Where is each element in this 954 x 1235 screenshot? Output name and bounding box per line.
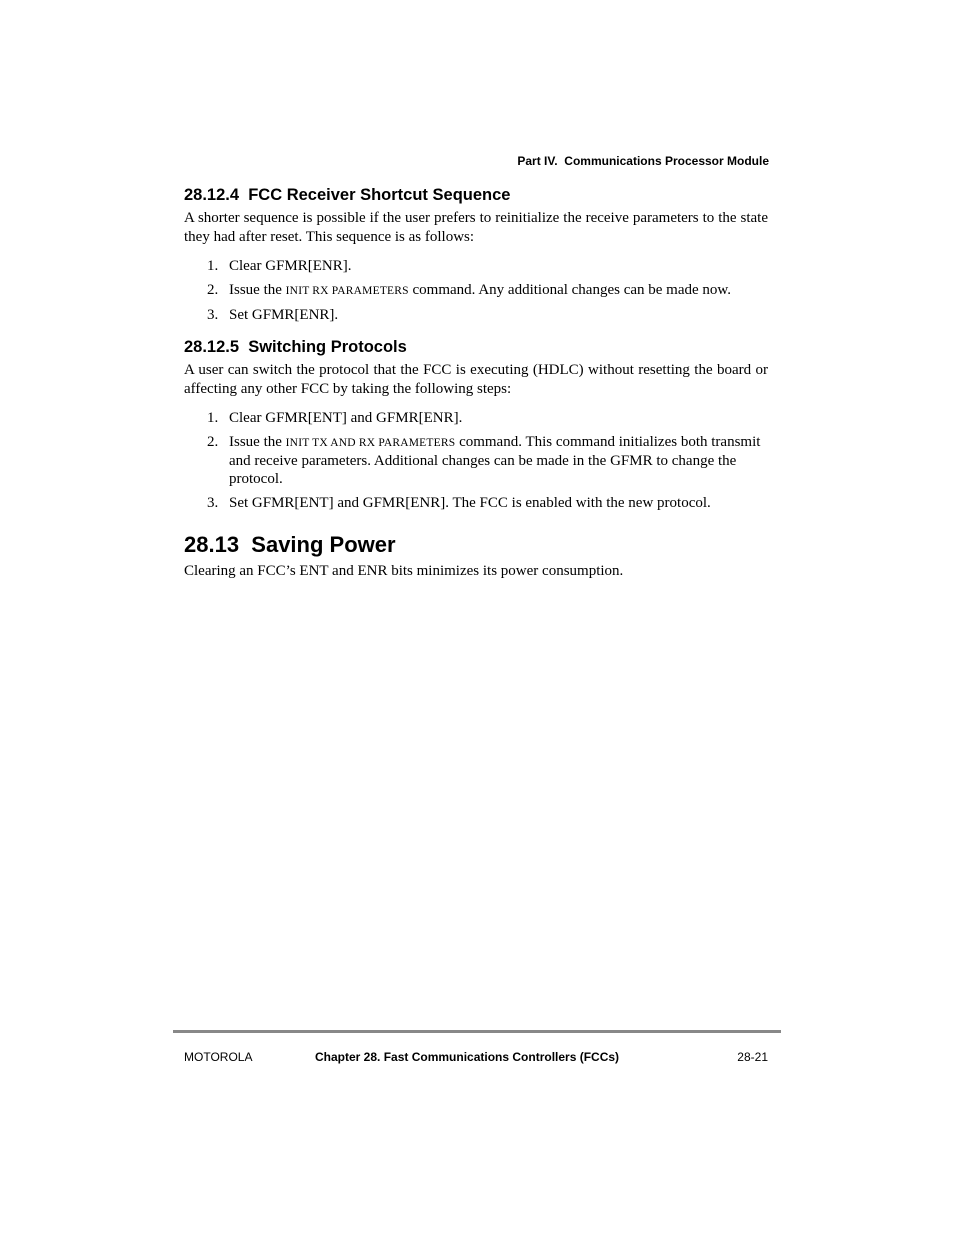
step-number: 3.	[207, 307, 219, 323]
footer-company: MOTOROLA	[184, 1050, 253, 1064]
step-text: Set GFMR[ENR].	[229, 307, 339, 323]
list-item	[184, 433, 768, 488]
paragraph-receiver-shortcut-intro: A shorter sequence is possible if the user prefers to reinitialize the receive parameters to the state they had after reset. This sequence is as follows:	[184, 210, 768, 245]
step-list-switching-protocols	[184, 409, 768, 512]
step-text-pre: Issue the	[229, 282, 286, 298]
footer-rule	[173, 1030, 781, 1033]
page-content	[184, 184, 768, 581]
step-number: 1.	[207, 258, 219, 274]
step-number: 1.	[207, 410, 219, 426]
command-name: INIT RX PARAMETERS	[285, 285, 409, 297]
section-heading-receiver-shortcut: 28.12.4 FCC Receiver Shortcut Sequence	[184, 186, 511, 204]
list-item	[184, 409, 768, 427]
step-text-post: command. This command initializes both transmit and receive parameters. Additional changes can be made in the GFMR to change the protocol.	[229, 434, 761, 487]
paragraph-saving-power: Clearing an FCC’s ENT and ENR bits minimizes its power consumption.	[184, 563, 624, 579]
list-item	[184, 306, 768, 324]
step-list-receiver-shortcut	[184, 257, 768, 324]
section-heading-switching-protocols: 28.12.5 Switching Protocols	[184, 338, 407, 356]
list-item	[184, 257, 768, 275]
step-text-post: command. Any additional changes can be made now.	[408, 282, 732, 298]
step-text: Clear GFMR[ENT] and GFMR[ENR].	[229, 410, 463, 426]
running-header: Part IV. Communications Processor Module	[517, 154, 769, 168]
paragraph-switching-protocols-intro: A user can switch the protocol that the FCC is executing (HDLC) without resetting the board or affecting any other FCC by taking the following steps:	[184, 362, 768, 397]
step-text: Set GFMR[ENT] and GFMR[ENR]. The FCC is enabled with the new protocol.	[229, 495, 711, 511]
page-footer	[184, 1050, 768, 1066]
page-number: 28-21	[737, 1050, 768, 1064]
step-text-pre: Issue the	[229, 434, 286, 450]
step-number: 2.	[207, 434, 219, 450]
list-item	[184, 494, 768, 512]
list-item	[184, 281, 768, 300]
section-heading-saving-power: 28.13 Saving Power	[184, 532, 396, 557]
step-text: Clear GFMR[ENR].	[229, 258, 352, 274]
command-name: INIT TX AND RX PARAMETERS	[285, 437, 456, 449]
step-number: 3.	[207, 495, 219, 511]
footer-chapter: Chapter 28. Fast Communications Controllers (FCCs)	[315, 1050, 620, 1064]
step-number: 2.	[207, 282, 219, 298]
